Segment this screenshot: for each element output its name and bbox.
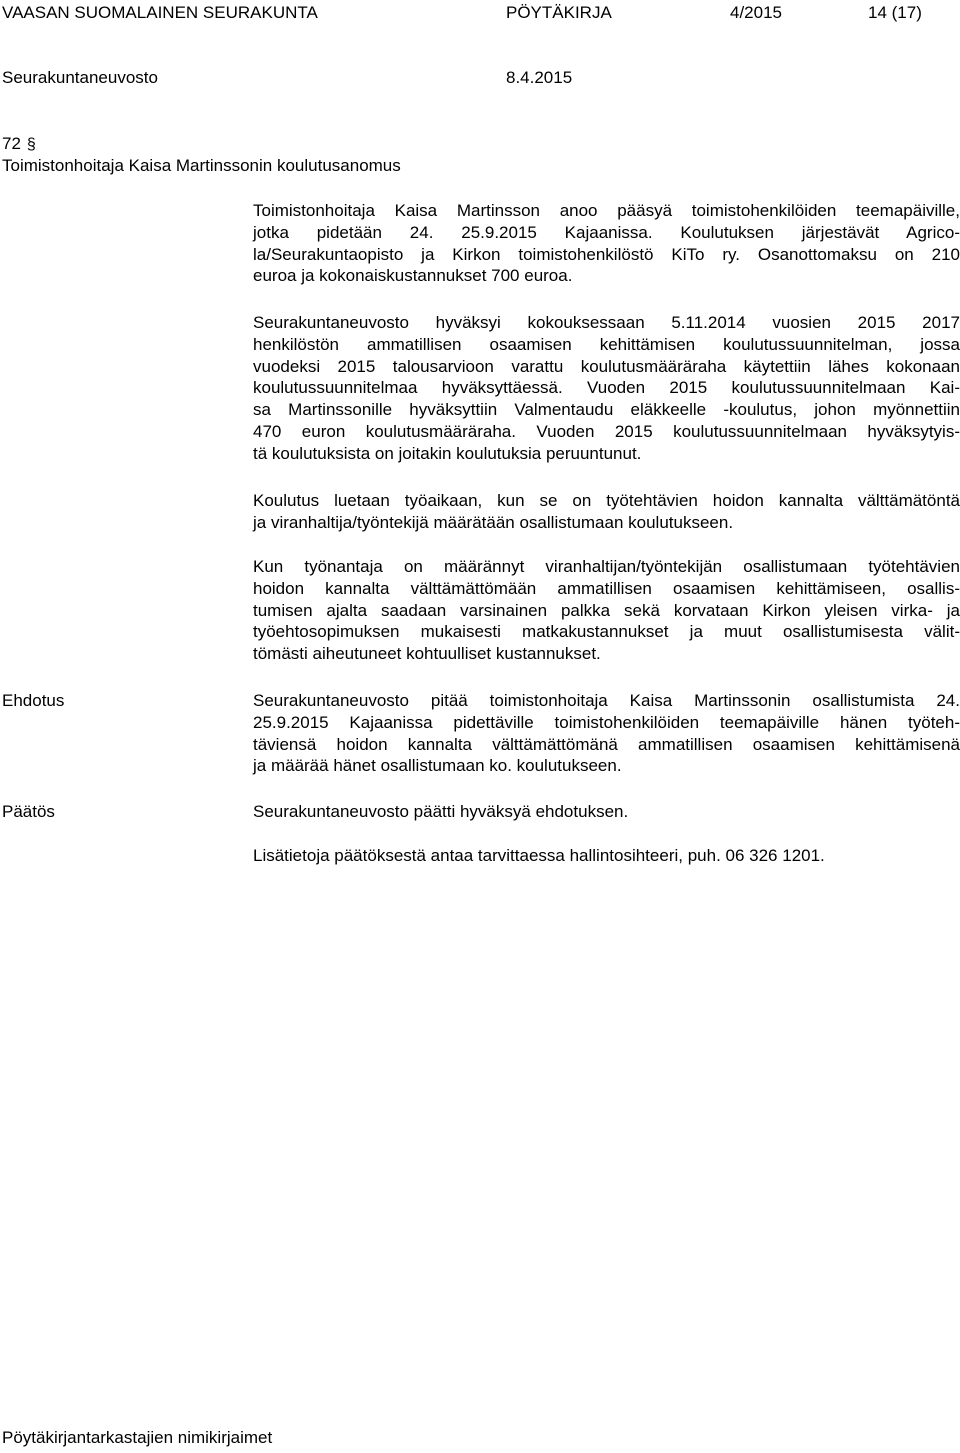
meeting-date: 8.4.2015 xyxy=(506,68,573,87)
text-line: Koulutus luetaan työaikaan, kun se on työtehtävien hoidon kannalta välttämätöntä xyxy=(253,491,960,510)
decision-text: Seurakuntaneuvosto päätti hyväksyä ehdotuksen. xyxy=(253,802,629,821)
text-line: Kun työnantaja on määrännyt viranhaltijan/työntekijän osallistumaan työtehtävien xyxy=(253,557,960,576)
text-line: tä koulutuksista on joitakin koulutuksia peruuntunut. xyxy=(253,443,642,463)
paragraph-application xyxy=(253,200,960,287)
text-line: Seurakuntaneuvosto pitää toimistonhoitaja Kaisa Martinssonin osallistumista 24. xyxy=(253,691,960,710)
text-line: täviensä hoidon kannalta välttämättömänä ammatillisen osaamisen kehittämisenä xyxy=(253,734,960,754)
contact-info: Lisätietoja päätöksestä antaa tarvittaessa hallintosihteeri, puh. 06 326 1201. xyxy=(253,846,825,865)
paragraph-working-time xyxy=(253,490,960,534)
text-line: tumisen ajalta saadaan varsinainen palkka sekä korvataan Kirkon yleisen virka- ja xyxy=(253,600,960,620)
text-line: la/Seurakuntaopisto ja Kirkon toimistohenkilöstö KiTo ry. Osanottomaksu on 210 xyxy=(253,244,960,264)
proposal-label: Ehdotus xyxy=(2,691,65,710)
paragraph-compensation xyxy=(253,556,960,665)
text-line: koulutussuunnitelmaa hyväksyttäessä. Vuoden 2015 koulutussuunnitelmaan Kai- xyxy=(253,378,960,398)
paragraph-training-plan xyxy=(253,312,960,465)
text-line: henkilöstön ammatillisen osaamisen kehittämisen koulutussuunnitelman, jossa xyxy=(253,334,960,354)
proposal-text xyxy=(253,690,960,777)
section-mark: § xyxy=(26,136,36,153)
footer-initials-label: Pöytäkirjantarkastajien nimikirjaimet xyxy=(2,1428,273,1447)
text-line: euroa ja kokonaiskustannukset 700 euroa. xyxy=(253,266,573,286)
document-type: PÖYTÄKIRJA xyxy=(506,3,612,22)
text-line: ja viranhaltija/työntekijä määrätään osallistumaan koulutukseen. xyxy=(253,512,734,532)
item-number: 72 xyxy=(2,134,21,153)
text-line: sa Martinssonille hyväksyttiin Valmentaudu eläkkeelle -koulutus, johon myönnettiin xyxy=(253,400,960,420)
text-line: ja määrää hänet osallistumaan ko. koulutukseen. xyxy=(253,756,622,776)
item-title: Toimistonhoitaja Kaisa Martinssonin koulutusanomus xyxy=(2,156,401,175)
text-line: Toimistonhoitaja Kaisa Martinsson anoo pääsyä toimistohenkilöiden teemapäiville, xyxy=(253,201,960,220)
page-number: 14 (17) xyxy=(868,3,922,22)
text-line: hoidon kannalta välttämättömään ammatillisen osaamisen kehittämiseen, osallis- xyxy=(253,578,960,598)
text-line: jotka pidetään 24. 25.9.2015 Kajaanissa. Koulutuksen järjestävät Agrico- xyxy=(253,222,960,242)
meeting-body: Seurakuntaneuvosto xyxy=(2,68,158,87)
text-line: tömästi aiheutuneet kohtuulliset kustannukset. xyxy=(253,644,601,664)
text-line: Seurakuntaneuvosto hyväksyi kokouksessaan 5.11.2014 vuosien 2015 2017 xyxy=(253,313,960,332)
item-number-line xyxy=(2,133,36,156)
text-line: 470 euron koulutusmääräraha. Vuoden 2015 koulutussuunnitelmaan hyväksytyis- xyxy=(253,421,960,441)
document-number: 4/2015 xyxy=(730,3,782,22)
text-line: työehtosopimuksen mukaisesti matkakustannukset ja muut osallistumisesta välit- xyxy=(253,622,960,642)
decision-label: Päätös xyxy=(2,802,55,821)
organization-name: VAASAN SUOMALAINEN SEURAKUNTA xyxy=(2,3,318,22)
text-line: vuodeksi 2015 talousarvioon varattu koulutusmääräraha käytettiin lähes kokonaan xyxy=(253,356,960,376)
text-line: 25.9.2015 Kajaanissa pidettäville toimistohenkilöiden teemapäiville hänen työteh- xyxy=(253,712,960,732)
